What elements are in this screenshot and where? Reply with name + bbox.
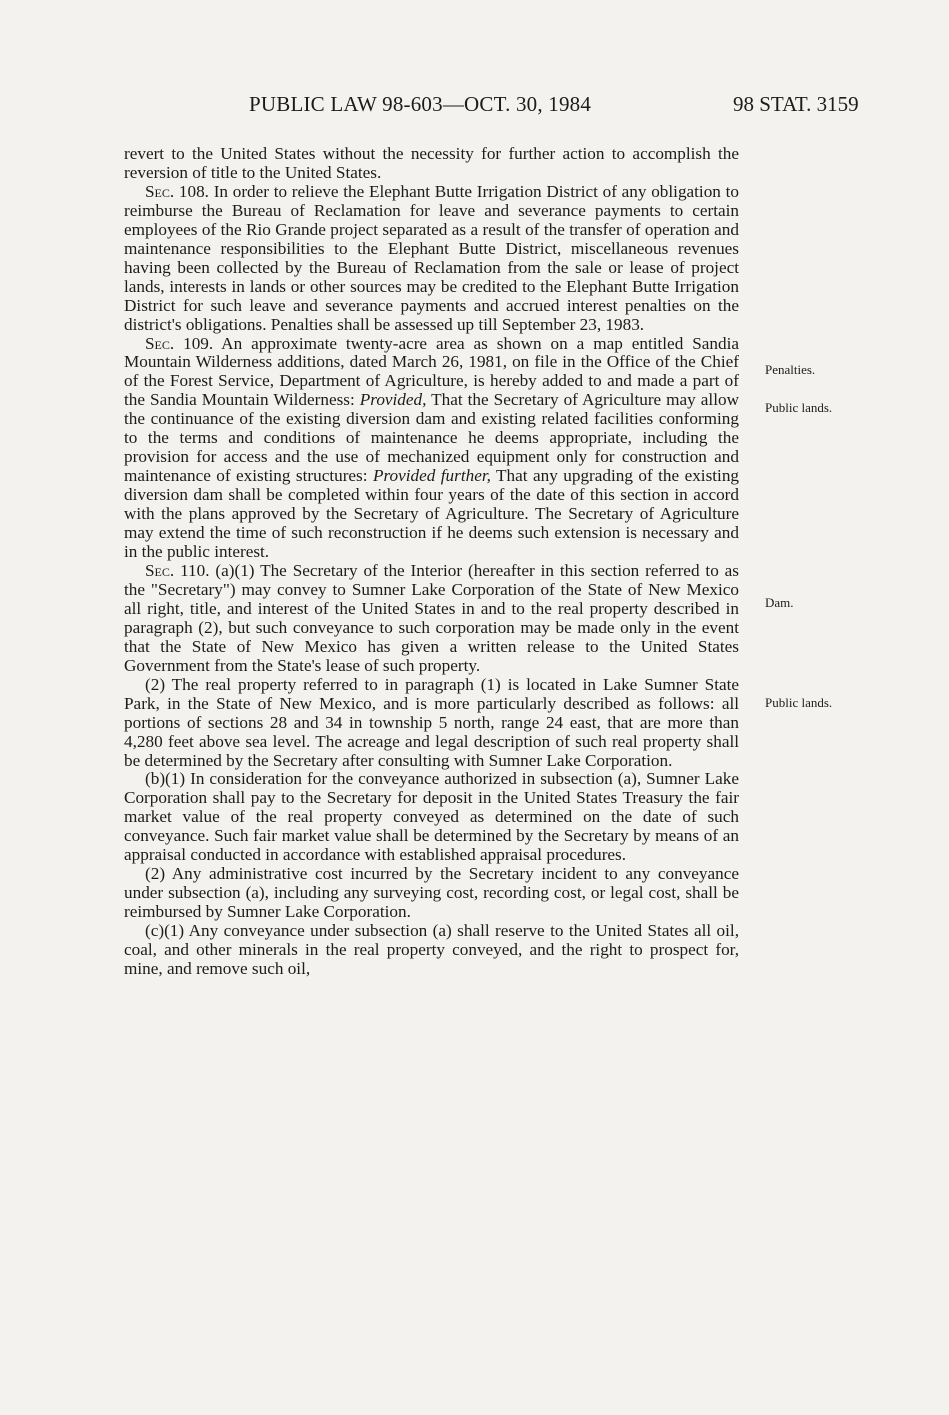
section-110-b2: (2) Any administrative cost incurred by the Secretary incident to any conveyance under subsection (a), including any surveying cost, recording cost, or legal cost, shall be reimbursed by Sumner Lake Corporation. xyxy=(124,864,739,922)
provided-further-clause: Provided further, xyxy=(372,466,491,486)
section-110-a2: (2) The real property referred to in paragraph (1) is located in Lake Sumner State Park, in the State of New Mexico, and is more particularly described as follows: all portions of sections 28 and 34 in township 5 north, range 24 east, that are more than 4,280 feet above sea level. The acreage and legal description of such real property shall be determined by the Secretary after consulting with Sumner Lake Corporation. xyxy=(124,674,739,770)
margin-note-public-lands-2: Public lands. xyxy=(765,695,833,710)
section-text: (a)(1) The Secretary of the Interior (hereafter in this section referred to as the "Secretary") may convey to Sumner Lake Corporation of the State of New Mexico all right, title, and interest of the United States in and to the real property described in paragraph (2), but such conveyance to such corporation may be made only in the event that the State of New Mexico has given a written release to the United States Government from the State's lease of such property. xyxy=(124,560,739,675)
page-header-title: PUBLIC LAW 98-603—OCT. 30, 1984 xyxy=(249,92,592,116)
margin-note-public-lands: Public lands. xyxy=(765,400,833,415)
margin-note-penalties: Penalties. xyxy=(765,362,816,377)
provided-clause: Provided, xyxy=(359,390,427,410)
statute-body xyxy=(124,145,739,979)
section-109 xyxy=(124,335,739,562)
section-label: Sec. 109. xyxy=(145,333,214,353)
section-110-a1 xyxy=(124,562,739,676)
section-110-b1: (b)(1) In consideration for the conveyance authorized in subsection (a), Sumner Lake Corporation shall pay to the Secretary for deposit in the United States Treasury the fair market value of the real property conveyed as determined on the date of such conveyance. Such fair market value shall be determined by the Secretary by means of an appraisal conducted in accordance with established appraisal procedures. xyxy=(124,769,739,865)
section-text: That the Secretary of Agriculture may allow the continuance of the existing diversion dam and existing related facilities conforming to the terms and conditions of maintenance he deems appropriate, including the provision for access and the use of mechanized equipment only for construction and maintenance of existing structures: xyxy=(124,390,739,486)
section-text: In order to relieve the Elephant Butte Irrigation District of any obligation to reimburse the Bureau of Reclamation for leave and severance payments to certain employees of the Rio Grande project separated as a result of the transfer of operation and maintenance responsibilities to the Elephant Butte District, miscellaneous revenues having been collected by the Bureau of Reclamation from the sale or lease of project lands, interests in lands or other sources may be credited to the Elephant Butte Irrigation District for such leave and severance payments and accrued interest penalties on the district's obligations. Penalties shall be assessed up till September 23, 1983. xyxy=(124,181,739,334)
margin-note-dam: Dam. xyxy=(765,595,794,610)
section-110-c1: (c)(1) Any conveyance under subsection (a) shall reserve to the United States all oil, coal, and other minerals in the real property conveyed, and the right to prospect for, mine, and remove such oil, xyxy=(124,921,739,978)
section-label: Sec. 110. xyxy=(145,560,210,580)
page-header-stat-number: 98 STAT. 3159 xyxy=(733,92,859,116)
section-label: Sec. 108. xyxy=(145,181,209,201)
section-text: An approximate twenty-acre area as shown on a map entitled Sandia Mountain Wilderness additions, dated March 26, 1981, on file in the Office of the Chief of the Forest Service, Department of Agriculture, is hereby added to and made a part of the Sandia Mountain Wilderness: xyxy=(124,333,739,410)
section-text: That any upgrading of the existing diversion dam shall be completed within four years of the date of this section in accord with the plans approved by the Secretary of Agriculture. The Secretary of Agriculture may extend the time of such reconstruction if he deems such extension is necessary and in the public interest. xyxy=(124,466,740,562)
paragraph-continuation: revert to the United States without the necessity for further action to accomplish the reversion of title to the United States. xyxy=(124,144,739,182)
section-108 xyxy=(124,183,739,335)
